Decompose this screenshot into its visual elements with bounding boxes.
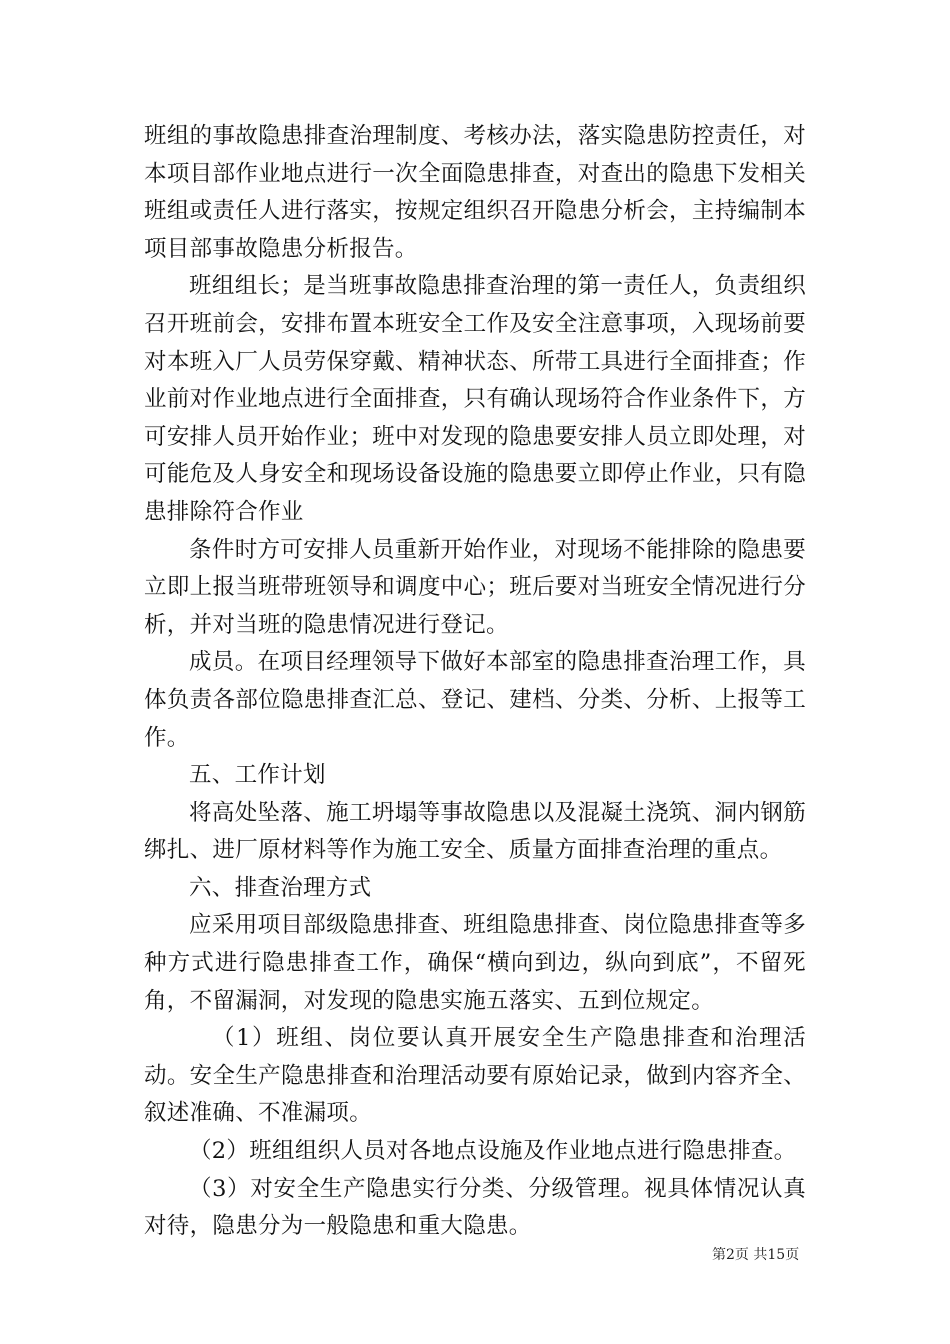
footer-middle: 页 共 bbox=[734, 1247, 768, 1263]
paragraph-3: 条件时方可安排人员重新开始作业，对现场不能排除的隐患要立即上报当班带班领导和调度中心；班后要对当班安全情况进行分析，并对当班的隐患情况进行登记。 bbox=[144, 536, 806, 638]
paragraph-11: （3）对安全生产隐患实行分类、分级管理。视具体情况认真对待，隐患分为一般隐患和重大隐患。 bbox=[144, 1175, 806, 1240]
paragraph-2: 班组组长；是当班事故隐患排查治理的第一责任人，负责组织召开班前会，安排布置本班安全工作及安全注意事项，入现场前要对本班入厂人员劳保穿戴、精神状态、所带工具进行全面排查；作业前对作业地点进行全面排查，只有确认现场符合作业条件下，方可安排人员开始作业；班中对发现的隐患要安排人员立即处理，对可能危及人身安全和现场设备设施的隐患要立即停止作业，只有隐患排除符合作业 bbox=[144, 273, 806, 525]
page-footer bbox=[712, 1246, 812, 1264]
paragraph-1: 班组的事故隐患排查治理制度、考核办法，落实隐患防控责任，对本项目部作业地点进行一次全面隐患排查，对查出的隐患下发相关班组或责任人进行落实，按规定组织召开隐患分析会，主持编制本项目部事故隐患分析报告。 bbox=[144, 123, 806, 262]
paragraph-4: 成员。在项目经理领导下做好本部室的隐患排查治理工作，具体负责各部位隐患排查汇总、登记、建档、分类、分析、上报等工作。 bbox=[144, 649, 806, 751]
section-heading-work-plan: 五、工作计划 bbox=[189, 762, 326, 789]
footer-page-number: 2 bbox=[726, 1247, 735, 1263]
footer-prefix: 第 bbox=[712, 1247, 726, 1263]
paragraph-8: 应采用项目部级隐患排查、班组隐患排查、岗位隐患排查等多种方式进行隐患排查工作，确保“横向到边，纵向到底”，不留死角，不留漏洞，对发现的隐患实施五落实、五到位规定。 bbox=[144, 912, 806, 1014]
footer-suffix: 页 bbox=[785, 1247, 800, 1263]
paragraph-9: （1）班组、岗位要认真开展安全生产隐患排查和治理活动。安全生产隐患排查和治理活动要有原始记录，做到内容齐全、叙述准确、不准漏项。 bbox=[144, 1025, 806, 1127]
paragraph-10: （2）班组组织人员对各地点设施及作业地点进行隐患排查。 bbox=[189, 1138, 797, 1165]
section-heading-method: 六、排查治理方式 bbox=[189, 874, 372, 901]
document-body bbox=[144, 118, 806, 1246]
footer-total-pages: 15 bbox=[767, 1247, 786, 1263]
paragraph-6: 将高处坠落、施工坍塌等事故隐患以及混凝土浇筑、洞内钢筋绑扎、进厂原材料等作为施工安全、质量方面排查治理的重点。 bbox=[144, 799, 806, 864]
